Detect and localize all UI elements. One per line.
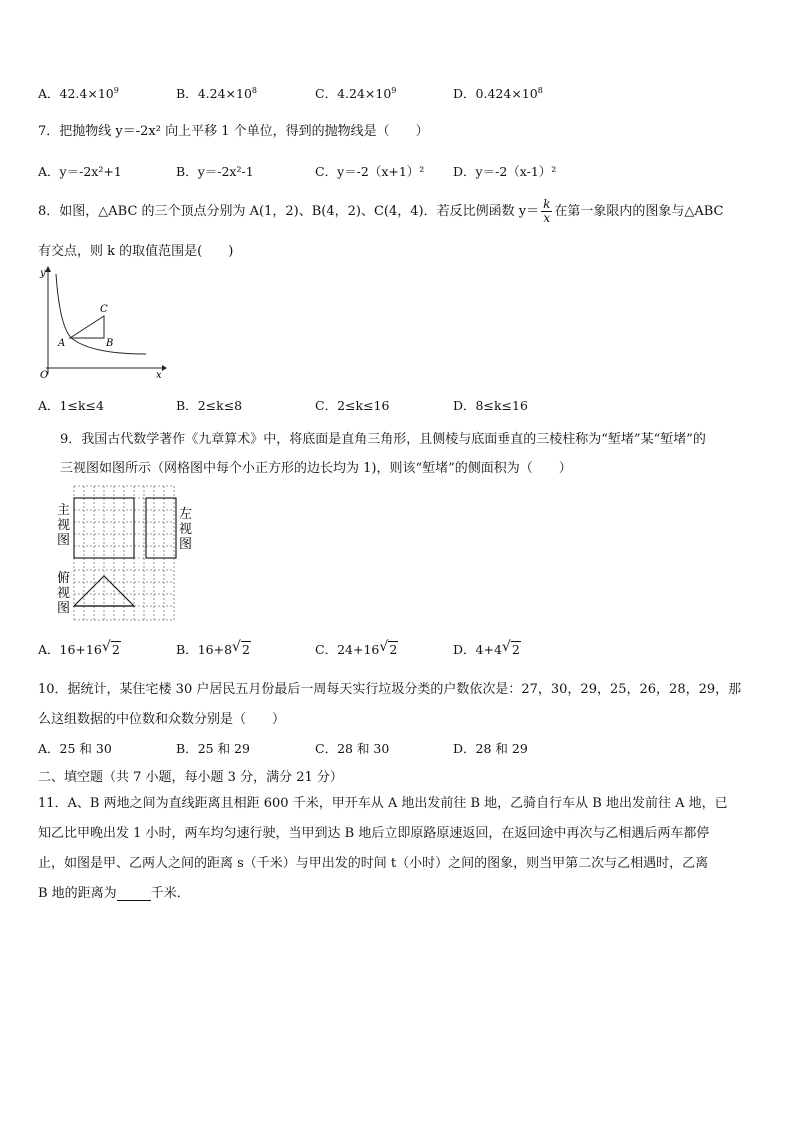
q9-option-b: B．16+8 √ 2 [176,639,250,657]
q8-stem-line2: 有交点，则 k 的取值范围是( ) [38,244,234,259]
left-view-label: 左视图 [179,507,193,552]
y-axis-arrow-icon [45,266,51,272]
x-axis-arrow-icon [162,365,167,371]
q9-option-c: C．24+16 √ 2 [315,639,398,657]
q9-option-a: A．16+16 √ 2 [38,639,120,657]
q8-option-b: B．2≤k≤8 [176,398,243,413]
top-view-label: 俯视图 [57,571,71,616]
q10-option-b: B．25 和 29 [176,741,250,756]
point-b-label: B [106,338,114,349]
answer-blank [117,888,151,901]
point-a-label: A [58,338,66,349]
q8-figure [34,262,168,380]
left-view-rect [146,498,176,558]
q11-line2: 知乙比甲晚出发 1 小时，两车均匀速行驶，当甲到达 B 地后立即原路原速返回，在返回途中再次与乙相遇后两车都停 [38,826,710,841]
q8-stem-line1: 8．如图，△ABC 的三个顶点分别为 A(1，2)、B(4，2)、C(4，4)．若反比例函数 y＝ $\frac{k}{x}$ 在第一象限内的图象与△ABC [38,197,724,225]
q11-line1: 11．A、B 两地之间为直线距离且相距 600 千米，甲开车从 A 地出发前往 B 地，乙骑自行车从 B 地出发前往 A 地，已 [38,796,728,811]
q7-option-d: D．y＝-2（x-1）² [453,164,557,179]
q7-option-b: B．y＝-2x²-1 [176,164,254,179]
q6-option-d: D．$0.424\times 10^8$ [453,85,543,101]
q6-option-c: C．$4.24\times 10^9$ [315,85,397,101]
q9-option-d: D．4+4 √ 2 [453,639,520,657]
main-view-label: 主视图 [57,503,71,548]
q10-option-c: C．28 和 30 [315,741,390,756]
q8-option-d: D．8≤k≤16 [453,398,528,413]
q6-option-a: A．$42.4\times 10^9$ [38,85,119,101]
q9-stem-line1: 9．我国古代数学著作《九章算术》中，将底面是直角三角形，且侧棱与底面垂直的三棱柱称为“堑堵”某“堑堵”的 [60,432,706,447]
q7-stem: 7．把抛物线 y＝-2x² 向上平移 1 个单位，得到的抛物线是（ ） [38,124,429,139]
q10-option-d: D．28 和 29 [453,741,528,756]
q7-option-c: C．y＝-2（x+1）² [315,164,425,179]
q6-option-b: B．$4.24\times 10^8$ [176,85,257,101]
q9-three-view-figure [54,480,200,624]
q8-option-a: A．1≤k≤4 [38,398,104,413]
origin-label: O [40,370,49,380]
q10-stem-line1: 10．据统计，某住宅楼 30 户居民五月份最后一周每天实行垃圾分类的户数依次是：27，30，29，25，26，28，29，那 [38,682,742,697]
y-axis-label: y [40,268,46,279]
q10-option-a: A．25 和 30 [38,741,112,756]
q8-option-c: C．2≤k≤16 [315,398,390,413]
triangle-abc [70,316,104,338]
section-heading: 二、填空题（共 7 小题，每小题 3 分，满分 21 分） [38,770,343,785]
q11-line4: B 地的距离为 千米． [38,886,190,901]
q9-stem-line2: 三视图如图所示（网格图中每个小正方形的边长均为 1)，则该“堑堵”的侧面积为（ ） [60,461,572,476]
x-axis-label: x [156,370,162,380]
point-c-label: C [100,304,108,315]
q7-option-a: A．y＝-2x²+1 [38,164,122,179]
q10-stem-line2: 么这组数据的中位数和众数分别是（ ） [38,712,286,727]
q11-line3: 止，如图是甲、乙两人之间的距离 s（千米）与甲出发的时间 t（小时）之间的图象，则当甲第二次与乙相遇时，乙离 [38,856,709,871]
dashed-grid [74,486,174,620]
k-over-x-fraction: $\frac{k}{x}$ [543,197,551,225]
